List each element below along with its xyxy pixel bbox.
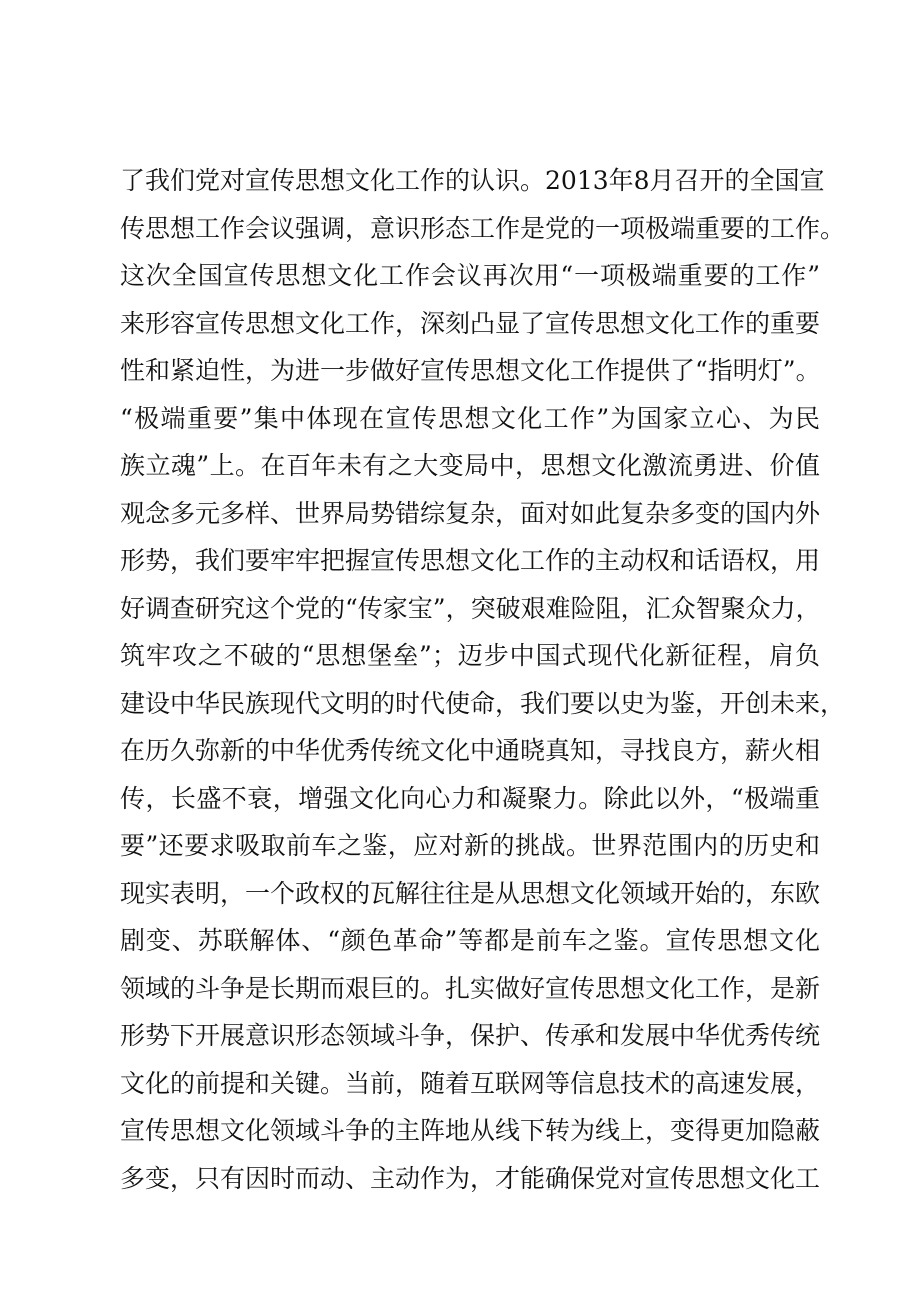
text-line: 来形容宣传思想文化工作，深刻凸显了宣传思想文化工作的重要 [120,308,821,338]
text-line: 族立魂”上。在百年未有之大变局中，思想文化激流勇进、价值 [120,451,820,480]
body-text [120,157,846,1202]
text-line: 多变，只有因时而动、主动作为，才能确保党对宣传思想文化工 [120,1163,821,1193]
text-line: 性和紧迫性，为进一步做好宣传思想文化工作提供了“指明灯”。 [120,356,821,385]
text-line: 宣传思想文化领域斗争的主阵地从线下转为线上，变得更加隐蔽 [120,1116,821,1145]
text-line: 传思想工作会议强调，意识形态工作是党的一项极端重要的工作。 [120,213,846,243]
text-line: 这次全国宣传思想文化工作会议再次用“一项极端重要的工作” [120,261,820,290]
text-line: 领域的斗争是长期而艰巨的。扎实做好宣传思想文化工作，是新 [120,973,821,1003]
text-line: 筑牢攻之不破的“思想堡垒”；迈步中国式现代化新征程，肩负 [120,641,820,670]
text-line: 在历久弥新的中华优秀传统文化中通晓真知，寻找良方，薪火相 [120,736,821,765]
text-line: 观念多元多样、世界局势错综复杂，面对如此复杂多变的国内外 [120,498,821,528]
text-line: 建设中华民族现代文明的时代使命，我们要以史为鉴，开创未来， [120,688,846,718]
text-line: 传，长盛不衰，增强文化向心力和凝聚力。除此以外，“极端重 [120,783,820,813]
text-line: 剧变、苏联解体、“颜色革命”等都是前车之鉴。宣传思想文化 [120,926,820,955]
text-line: 形势下开展意识形态领域斗争，保护、传承和发展中华优秀传统 [120,1021,821,1050]
text-line: 文化的前提和关键。当前，随着互联网等信息技术的高速发展， [120,1068,821,1098]
text-line: 好调查研究这个党的“传家宝”，突破艰难险阻，汇众智聚众力， [120,593,821,623]
text-line: “极端重要”集中体现在宣传思想文化工作”为国家立心、为民 [120,403,820,433]
text-line: 了我们党对宣传思想文化工作的认识。2013年8月召开的全国宣 [120,166,825,195]
text-line: 现实表明，一个政权的瓦解往往是从思想文化领域开始的，东欧 [120,878,821,908]
text-line: 要”还要求吸取前车之鉴，应对新的挑战。世界范围内的历史和 [120,831,820,860]
text-line: 形势，我们要牢牢把握宣传思想文化工作的主动权和话语权，用 [120,546,821,575]
